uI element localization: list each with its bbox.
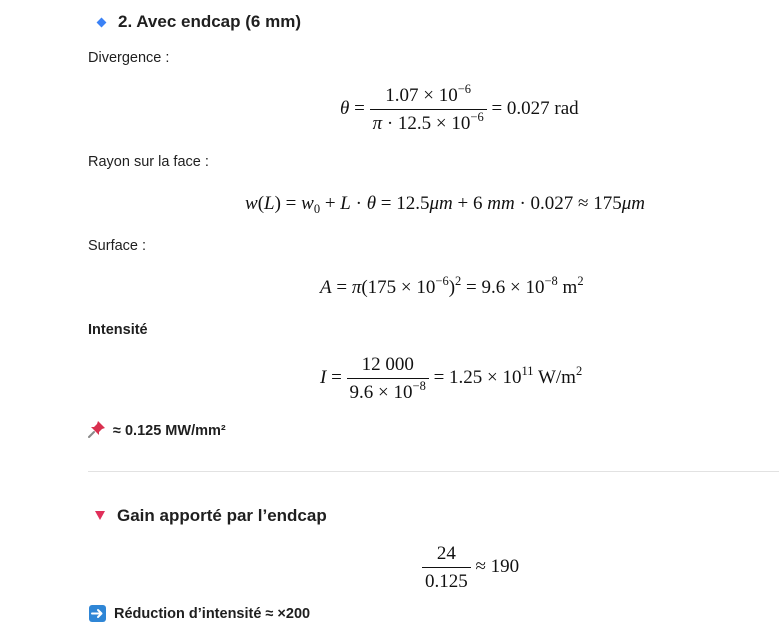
section-heading: 2. Avec endcap (6 mm)	[118, 12, 301, 31]
gain-heading: Gain apporté par l’endcap	[117, 506, 327, 525]
blue-diamond-icon	[97, 18, 107, 28]
gain-formula: $\frac{24}{0.125}$ ≈ 190	[422, 544, 519, 591]
rayon-formula: $w(L) = w_0 + L \cdot \theta = 12.5\mu m + 6$ mm · 0.027 ≈ 175μm	[245, 193, 645, 216]
surface-formula: $A = \pi(175 \times 10^{-6})^2 = 9.6 \times 10^{-8}$ $m^2$	[320, 274, 584, 298]
pin-note: ≈ 0.125 MW/mm²	[113, 423, 226, 439]
right-arrow-icon	[89, 605, 106, 622]
surface-label: Surface :	[88, 238, 147, 254]
intensite-label: Intensité	[88, 322, 148, 338]
red-triangle-down-icon	[95, 511, 105, 520]
rayon-label: Rayon sur la face :	[88, 154, 209, 170]
intensite-formula: I = $\frac{12 000}{9.6 \times 10^{-8}}$ = $1.25 \times 10^{11}$ $W/m^2$	[320, 354, 583, 403]
reduction-note: Réduction d’intensité ≈ ×200	[114, 606, 311, 622]
divergence-label: Divergence :	[88, 50, 170, 66]
divergence-formula: θ = $\frac{1.07 \times 10^{-6}}{\pi \cdot 12.5 \times 10^{-6}}$ = 0.027 rad	[340, 82, 579, 134]
section-divider	[88, 471, 779, 472]
pushpin-icon	[88, 420, 106, 443]
